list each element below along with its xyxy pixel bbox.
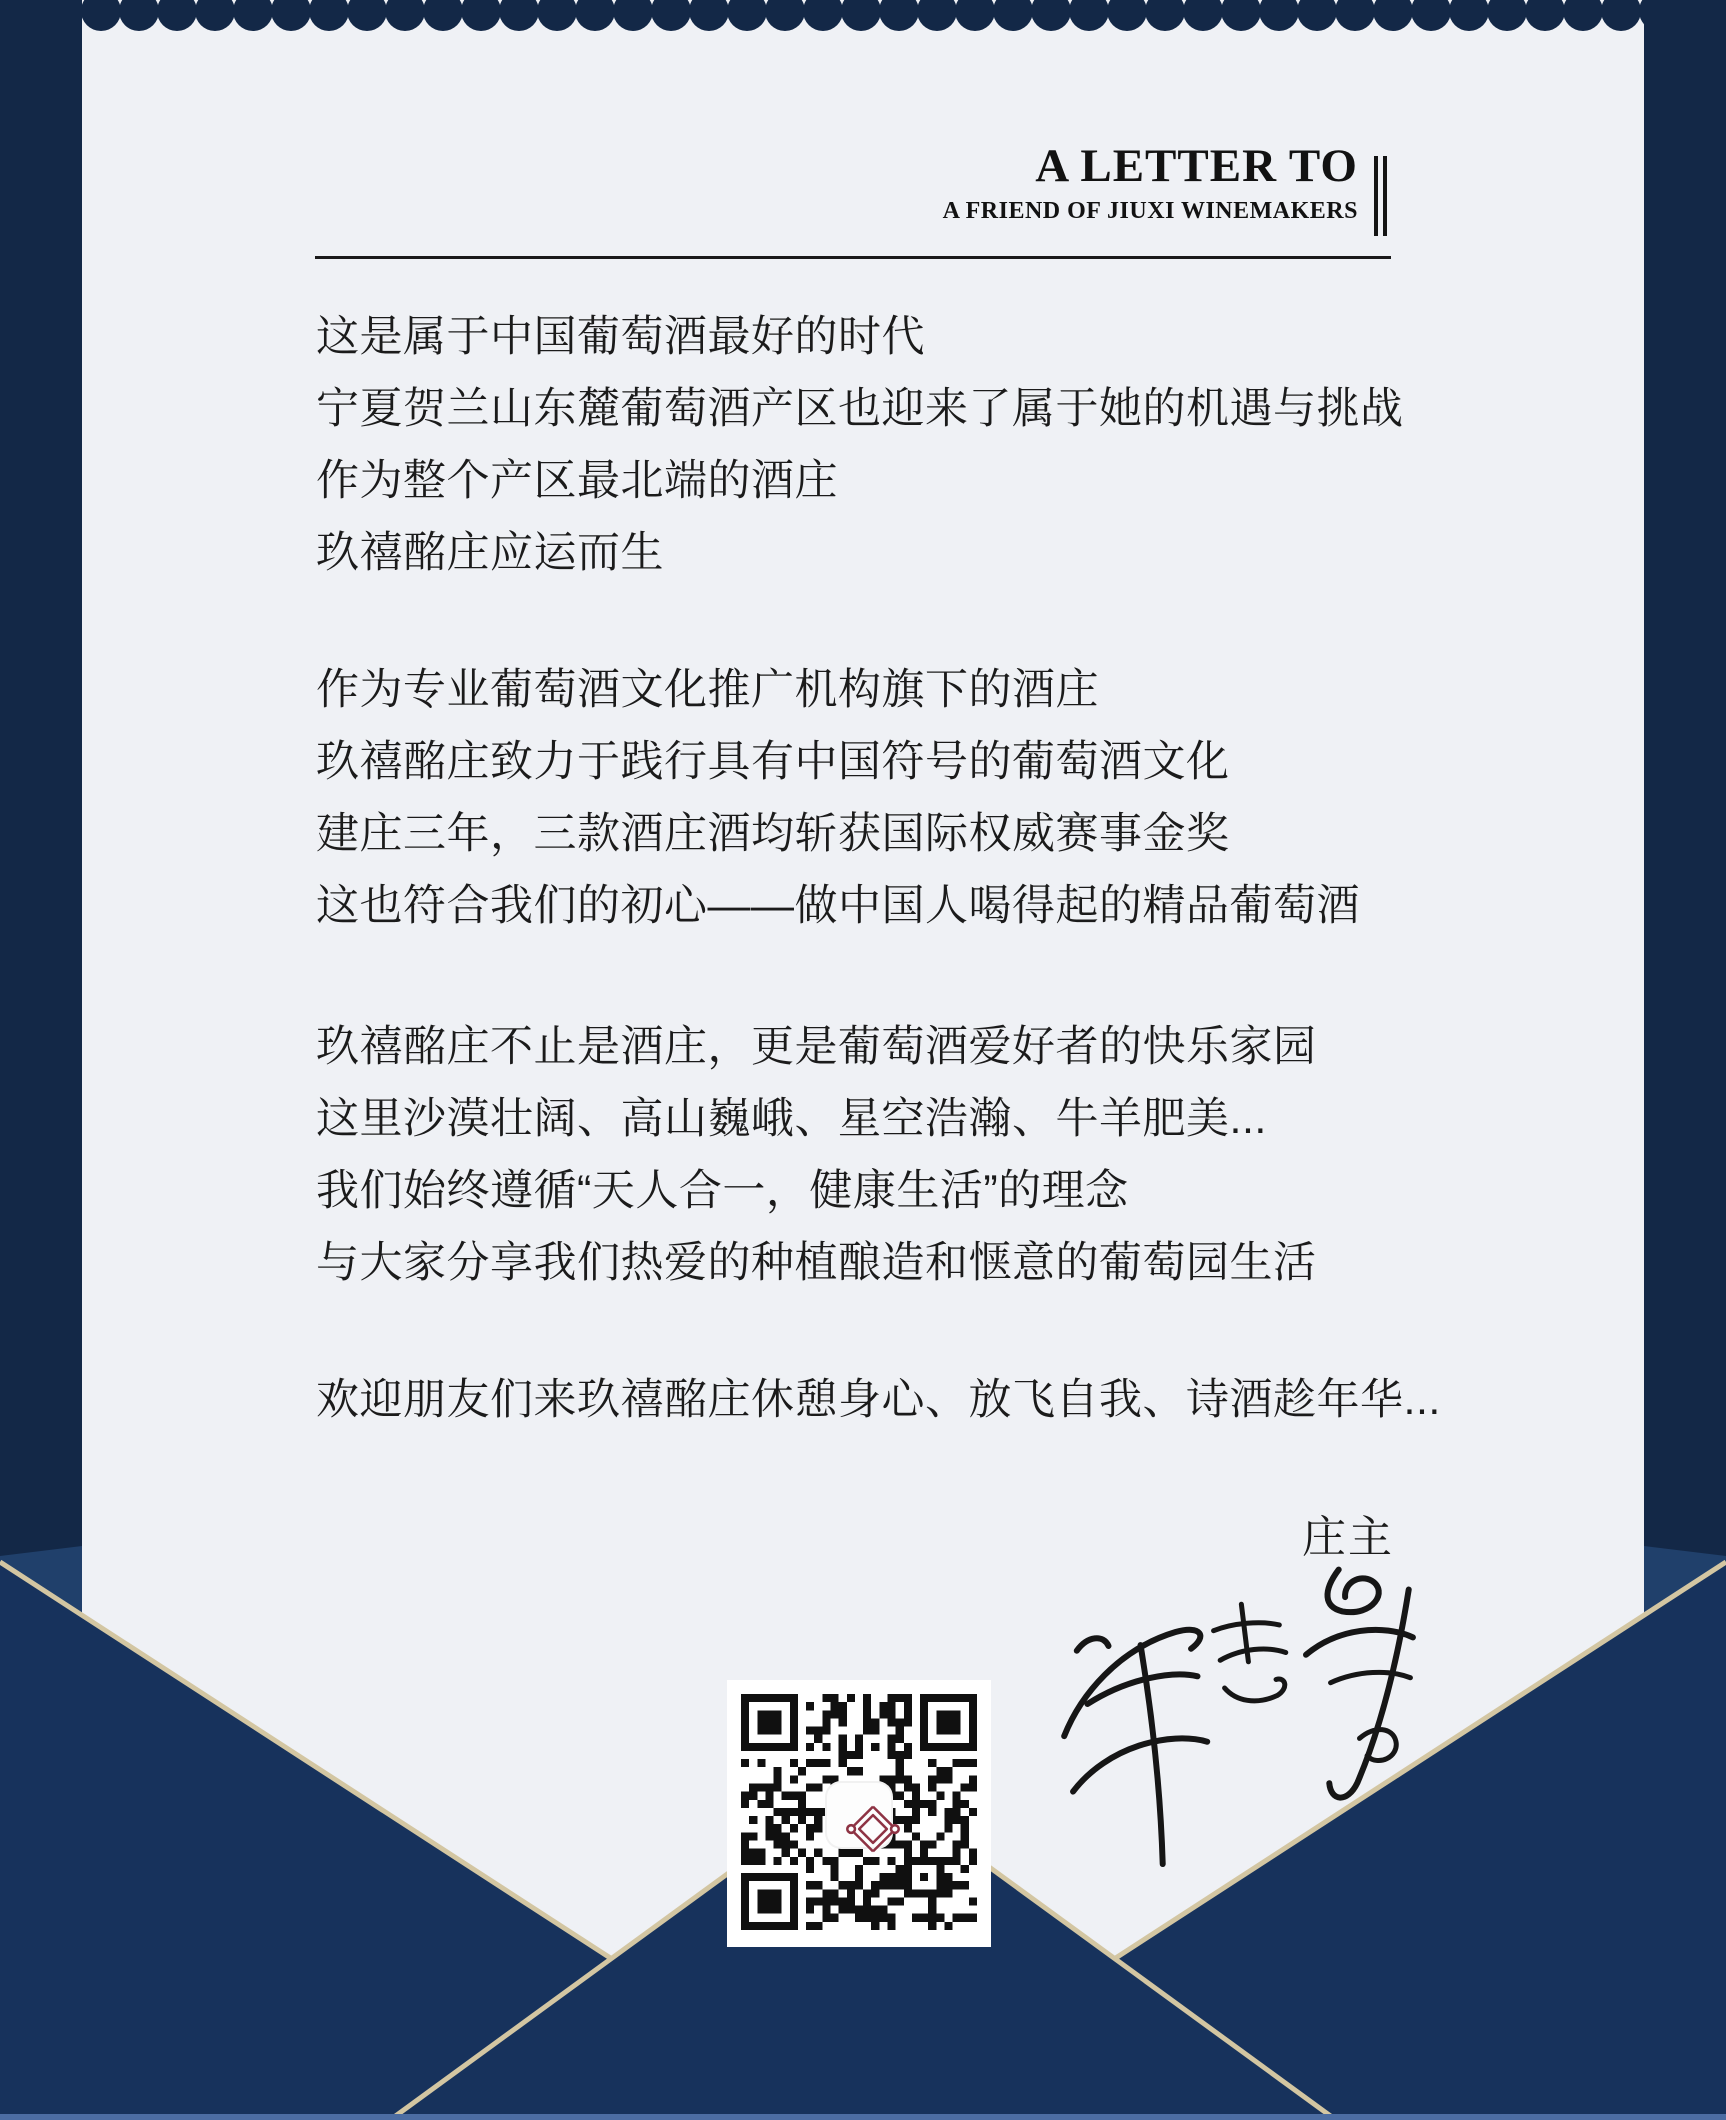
letter-line: 建庄三年，三款酒庄酒均斩获国际权威赛事金奖 [316, 810, 1230, 858]
letter-line: 这是属于中国葡萄酒最好的时代 [316, 313, 925, 361]
letter-line: 我们始终遵循“天人合一，健康生活”的理念 [316, 1167, 1129, 1215]
letter-line: 作为专业葡萄酒文化推广机构旗下的酒庄 [316, 666, 1099, 714]
letter-line: 玖禧酩庄应运而生 [316, 529, 664, 577]
qr-panel [727, 1680, 991, 1947]
double-bar-ornament [1372, 156, 1392, 236]
signature [1048, 1538, 1448, 1868]
letter-line: 作为整个产区最北端的酒庄 [316, 457, 838, 505]
diamond-emblem-icon [841, 1797, 905, 1861]
header-rule [315, 256, 1391, 259]
page-subtitle: A FRIEND OF JIUXI WINEMAKERS [942, 197, 1358, 224]
envelope-back-right [1644, 1546, 1726, 1617]
letter-line: 宁夏贺兰山东麓葡萄酒产区也迎来了属于她的机遇与挑战 [316, 385, 1404, 433]
scallop-edge [82, 0, 1644, 33]
letter-line: 与大家分享我们热爱的种植酿造和惬意的葡萄园生活 [316, 1239, 1317, 1287]
letter-line: 欢迎朋友们来玖禧酩庄休憩身心、放飞自我、诗酒趁年华... [316, 1376, 1441, 1424]
qr-center-logo [827, 1783, 891, 1847]
letter-header [316, 140, 1358, 225]
closing-role: 庄主 [1302, 1513, 1394, 1562]
envelope-back-left [0, 1546, 82, 1617]
letter-line: 玖禧酩庄致力于践行具有中国符号的葡萄酒文化 [316, 738, 1230, 786]
page-title: A LETTER TO [1035, 140, 1358, 192]
letter-line: 这里沙漠壮阔、高山巍峨、星空浩瀚、牛羊肥美... [316, 1095, 1267, 1143]
letter-line: 这也符合我们的初心——做中国人喝得起的精品葡萄酒 [316, 882, 1360, 930]
letter-line: 玖禧酩庄不止是酒庄，更是葡萄酒爱好者的快乐家园 [316, 1023, 1317, 1071]
